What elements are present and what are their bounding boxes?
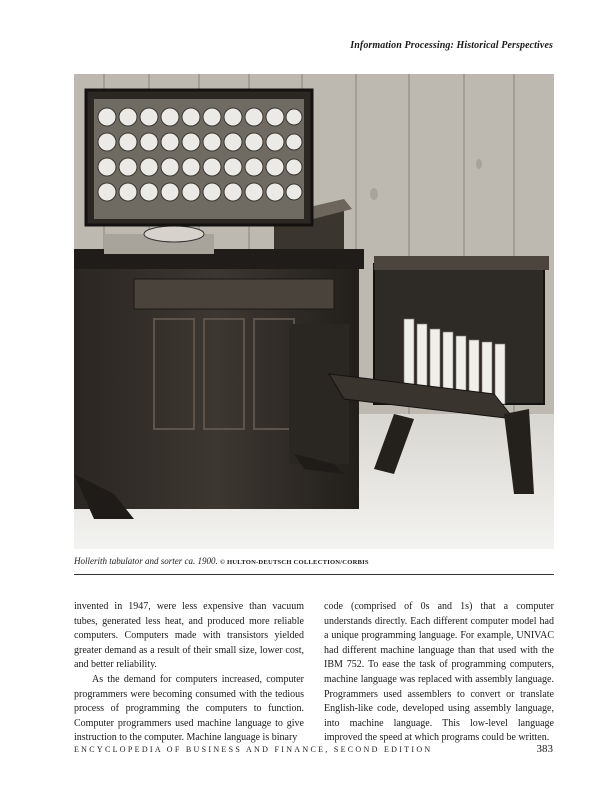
body-column-left [74,600,304,746]
running-head: Information Processing: Historical Perspectives [350,40,553,51]
caption-rule [74,574,554,575]
paragraph: As the demand for computers increased, computer programmers were becoming consumed with the tedious process of programming the computers to function. Computer programmers used machine language to give instruction to the computer. Machine language is binary [74,673,304,744]
hollerith-machine-illustration [74,74,554,549]
paragraph: code (comprised of 0s and 1s) that a computer understands directly. Each different computer model had a unique programming language. For example, UNIVAC had different machine language than that used with the IBM 752. To ease the task of programming computers, machine language was replaced with assembly language. Programmers used assemblers to convert or translate English-like code, developed using assembly language, into machine language. This low-level language improved the speed at which programs could be written. [324,601,554,744]
page-number: 383 [536,743,553,755]
caption-text: Hollerith tabulator and sorter ca. 1900. [74,556,218,566]
caption-credit: © HULTON-DEUTSCH COLLECTION/CORBIS [220,559,369,566]
figure-caption [74,556,369,566]
paragraph: invented in 1947, were less expensive than vacuum tubes, generated less heat, and produced more reliable computers. Computers made with transistors yielded greater demand as a result of their small size, lower cost, and better reliability. [74,601,304,671]
body-column-right [324,600,554,746]
footer-title: ENCYCLOPEDIA OF BUSINESS AND FINANCE, SECOND EDITION [74,745,433,754]
hollerith-photo [74,74,554,549]
